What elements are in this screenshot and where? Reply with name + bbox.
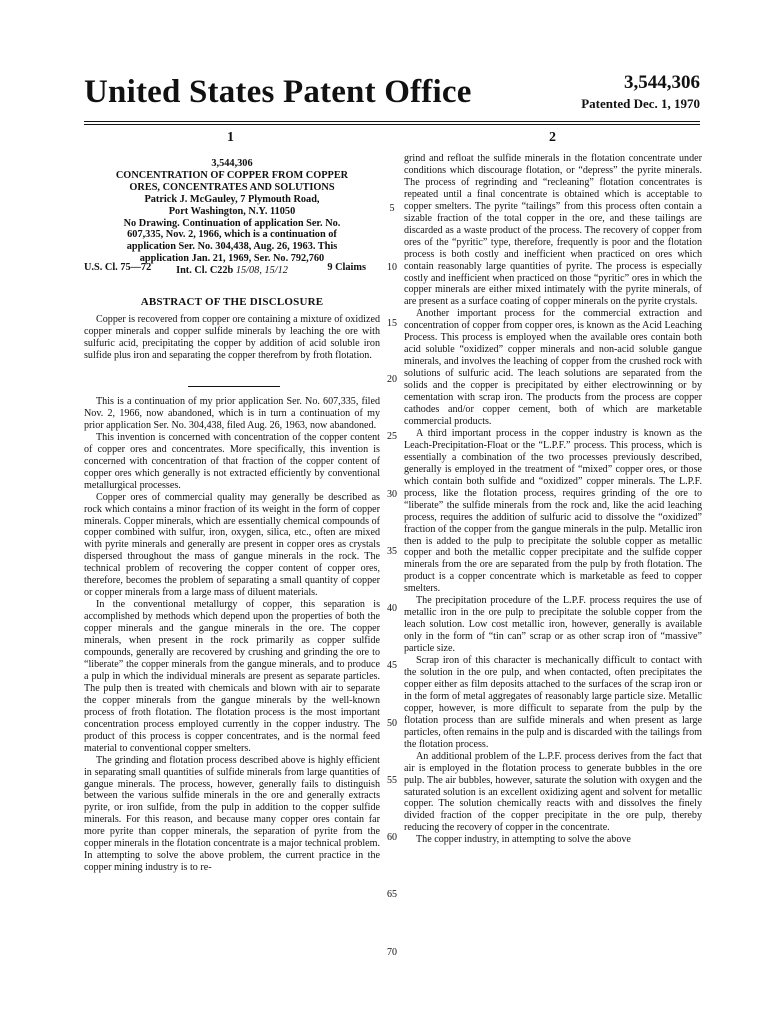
patented-date: Patented Dec. 1, 1970 [581,96,700,111]
paragraph: The precipitation procedure of the L.P.F. process requires the use of metallic iron in the ore pulp to precipitate the soluble copper from the leach solution. Low cost metallic iron, however, generally is available only in the form of “tin can” scrap or as other scrap iron of “massive” particle size. [404,595,702,655]
classification-row [84,262,380,273]
paragraph: This is a continuation of my prior application Ser. No. 607,335, filed Nov. 2, 1966, now abandoned, which is in turn a continuation of my prior application Ser. No. 304,438, filed Aug. 26, 1963, now abandoned. [84,396,380,431]
line-number: 10 [387,262,397,273]
line-number: 30 [387,489,397,500]
column-number-right: 2 [549,130,556,145]
front-matter [84,158,380,277]
application-line-4: application Jan. 21, 1969, Ser. No. 792,760 [139,253,325,265]
line-number: 50 [387,718,397,729]
title-line-1: CONCENTRATION OF COPPER FROM COPPER [115,169,349,181]
patent-number: 3,544,306 [624,72,700,93]
line-number: 20 [387,374,397,385]
inventor: Patrick J. McGauley, 7 Plymouth Road, [144,193,320,205]
line-number: 55 [387,775,397,786]
paragraph: Scrap iron of this character is mechanically difficult to contact with the solution in the ore pulp, and when contacted, often precipitates the copper either as film deposits attached to the surfaces of the scrap iron or in the form of metal aggregates of reasonably large particle size. Metallic copper, however, is more difficult to separate from the pulp by the flotation process than are sulfide minerals and when present as large particles, often remains in the pulp and is discarded with the tailings from the flotation process. [404,655,702,750]
column-number-left: 1 [227,130,234,145]
line-number: 65 [387,889,397,900]
line-number: 45 [387,660,397,671]
paragraph: An additional problem of the L.P.F. process derives from the fact that air is employed in the flotation process to generate bubbles in the ore pulp. The air bubbles, however, saturate the solution with oxygen and the saturated solution is an excellent oxidizing agent and solvent for metallic copper. The solution chemically reacts with and dissolves the finely divided fraction of the copper precipitate in the ore pulp, thereby reducing the recovery of copper in the concentrate. [404,750,702,834]
line-number: 15 [387,318,397,329]
application-line-1: No Drawing. Continuation of application Ser. No. [123,217,341,229]
office-title: United States Patent Office [84,74,472,110]
line-number: 5 [389,203,395,214]
paragraph: Another important process for the commercial extraction and concentration of copper from copper ores, is known as the Acid Leaching Process. This process is employed when the available ores contain both acid soluble “oxidized” copper minerals and non-acid soluble gangue minerals, and involves the leaching of copper from the crushed rock with solutions of sulfuric acid. The leach solutions are separated from the solids and the copper is precipitated by either electrowinning or by cementation with scrap iron. The products from the process are copper cathodes and/or copper cement, both of which are marketable commercial products. [404,308,702,427]
inventor-address: Port Washington, N.Y. 11050 [168,205,296,217]
header-rule-thin [84,124,700,125]
front-number: 3,544,306 [211,158,253,169]
application-line-2: 607,335, Nov. 2, 1966, which is a continuation of [127,229,337,241]
paragraph: Copper ores of commercial quality may generally be described as rock which contains a minor fraction of its weight in the form of copper minerals. Copper minerals, which are essentially chemical compounds of copper combined with sulfur, iron, oxygen, silica, etc., often are mixed with pyrite minerals and generally are present in copper ores as crystals dispersed throughout the mass of gangue minerals in the rock. The technical problem of recovering the copper content of copper ores, therefore, becomes the problem of separating a small quantity of copper or copper minerals from a large mass of diluent materials. [84,491,380,599]
line-number: 70 [387,947,397,958]
paragraph: This invention is concerned with concentration of the copper content of copper ores and concentrates. More specifically, this invention is concerned with concentration of that fraction of the copper content of copper ores which generally is not extracted efficiently by conventional metallurgical processes. [84,431,380,491]
abstract-heading: ABSTRACT OF THE DISCLOSURE [140,296,324,308]
int-cl-label: Int. Cl. C22b [176,265,234,277]
abstract-rule [188,386,280,387]
line-number: 35 [387,546,397,557]
paragraph: A third important process in the copper industry is known as the Leach-Precipitation-Float or the “L.P.F.” process. This process, which is essentially a combination of the two processes previously described, generally is employed in the treatment of “mixed” copper ores, or those which contain both sulfide and “oxidized” copper minerals. The L.P.F. process, like the flotation process, requires grinding of the ore to “liberate” the sulfide minerals from the rock and, like the acid leaching process, requires the addition of sulfuric acid to dissolve the “oxidized” fraction of the copper from the gangue minerals in the pulp. Metallic iron then is added to the pulp to precipitate the soluble copper as metallic copper and both the metallic copper precipitate and the sulfide copper minerals from the ore are separated from the pulp by froth flotation. The product is a copper concentrate which is marketable as feed to copper smelters. [404,427,702,595]
application-line-3: application Ser. No. 304,438, Aug. 26, 1963. This [126,241,338,253]
claims-count: 9 Claims [327,262,366,273]
abstract-block [84,314,380,362]
int-cl-codes: 15/08, 15/12 [235,265,288,277]
abstract-text: Copper is recovered from copper ore containing a mixture of oxidized copper minerals and copper sulfide minerals by leaching the ore with sulfuric acid, precipitating the copper by addition of acid soluble iron sulfide plus iron and separating the copper therefrom by froth flotation. [84,314,380,361]
paragraph: In the conventional metallurgy of copper, this separation is accomplished by methods which depend upon the properties of both the copper minerals and the gangue minerals in the ore. The copper minerals, when present in the rock primarily as copper sulfide compounds, generally are recovered by crushing and grinding the ore to “liberate” the copper minerals from the gangue minerals, and to produce a pulp in which the individual minerals are present as separate particles. The pulp then is treated with chemicals and blown with air to separate the copper minerals from the gangue minerals by the well-known process of froth flotation. The flotation process is the most important concentration process employed currently in the copper industry. The product of this process is copper concentrates, and is the normal feed material to conventional copper smelters. [84,599,380,754]
title-line-2: ORES, CONCENTRATES AND SOLUTIONS [129,181,335,193]
us-classification: U.S. Cl. 75—72 [84,262,152,273]
line-number: 60 [387,832,397,843]
header-rule [84,121,700,122]
line-number: 25 [387,431,397,442]
paragraph: The copper industry, in attempting to solve the above [416,834,631,846]
right-column-body [404,153,702,846]
paragraph: The grinding and flotation process described above is highly efficient in separating small quantities of sulfide minerals from large quantities of gangue minerals. The process, however, generally fails to distinguish between the various sulfide minerals in the ore and generally extracts pyrite, or iron sulfide, from the pulp in addition to the copper sulfide minerals. For this reason, and because many copper ores contain far more pyrite than copper minerals, the separation of pyrite from the copper minerals in the flotation concentrate is a major technical problem. In attempting to solve the above problem, the current practice in the copper mining industry is to re- [84,754,380,874]
line-number: 40 [387,603,397,614]
left-column-body [84,396,380,874]
paragraph: grind and refloat the sulfide minerals in the flotation concentrate under conditions which discourage flotation, or “depress” the pyrite minerals. The process of regrinding and “recleaning” flotation concentrates is repeated until a final concentrate is obtained which is acceptable to copper smelters. The pyrite “tailings” from this process often contain a sizable fraction of the total copper in the ore, and these tailings are discarded as a waste product of the process. The recovery of copper from ores of the “pyritic” type, therefore, frequently is poor and the flotation process is both costly and inefficient when practiced on ores which contain reasonably large quantities of pyrite. The process is especially costly and inefficient when practiced on those “pyritic” ores in which the copper minerals are either mixed intimately with the pyrite minerals, of are present as a surface coating of copper minerals on the pyrite crystals. [404,153,702,308]
